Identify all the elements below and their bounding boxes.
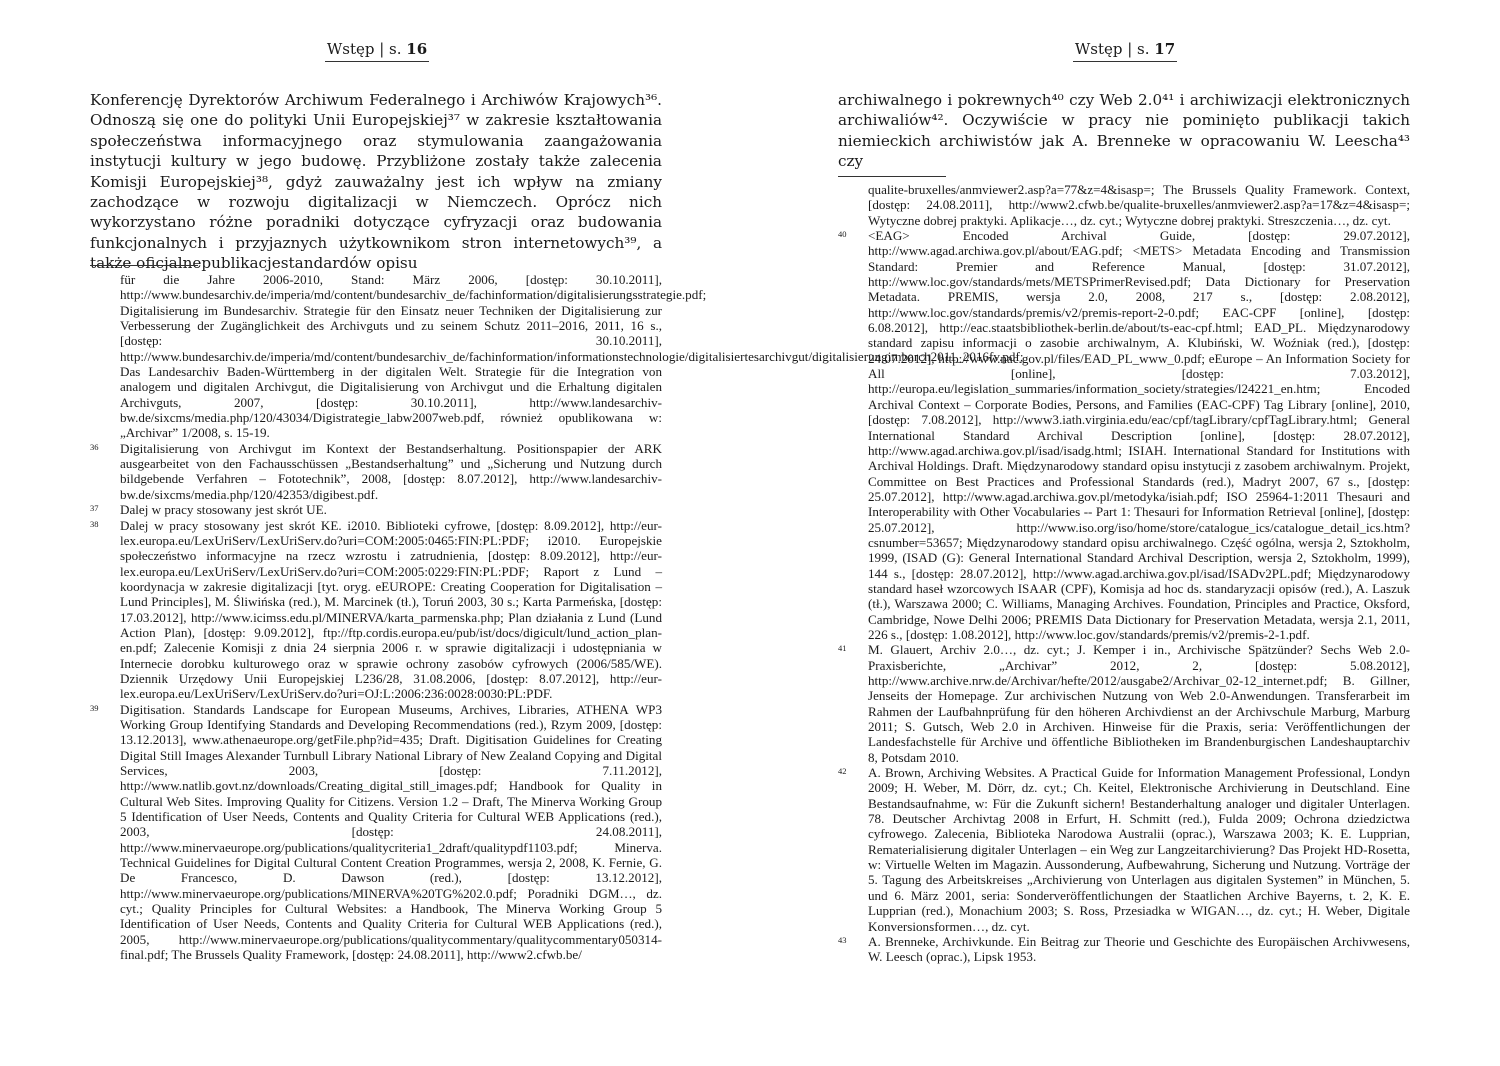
footnote-number: 42 — [838, 766, 847, 777]
page-header — [90, 40, 664, 62]
footnote-text: <EAG> Encoded Archival Guide, [dostęp: 29.07.2012], http://www.agad.archiwa.gov.pl/about/EAG.pdf; <METS> Metadata Encoding and Transmission Standard: Premier and Reference Manual, [dostęp: 31.07.2012], http://www.loc.gov/standards/mets/METSPrimerRevised.pdf; Data Dictionary for Preservation Metadata. PREMIS, wersja 2.0, 2008, 217 s., [dostęp: 2.08.2012], http://www.loc.gov/standards/premis/v2/premis-report-2-0.pdf; EAC-CPF [online], [dostęp: 6.08.2012], http://eac.staatsbibliothek-berlin.de/about/ts-eac-cpf.html; EAD_PL. Międzynarodowy standard zapisu informacji o zasobie archiwalnym, A. Klubiński, W. Woźniak (red.), [dostęp: 24.07.2012], http://www.nac.gov.pl/files/EAD_PL_www_0.pdf; eEurope – An Information Society for All [online], [dostęp: 7.03.2012], http://europa.eu/legislation_summaries/information_society/strategies/l24221_en.htm; Encoded Archival Context – Corporate Bodies, Persons, and Families (EAC-CPF) Tag Library [online], 2010, [dostęp: 7.08.2012], http://www3.iath.virginia.edu/eac/cpf/tagLibrary/cpfTagLibrary.html; General International Standard Archival Description [online], [dostęp: 28.07.2012], http://www.agad.archiwa.gov.pl/isad/isadg.html; ISIAH. International Standard for Institutions with Archival Holdings. Draft. Międzynarodowy standard opisu instytucji z zasobem archiwalnym. Projekt, Committee on Best Practices and Professional Standards (red.), Madryt 2007, 67 s., [dostęp: 25.07.2012], http://www.agad.archiwa.gov.pl/metodyka/isiah.pdf; ISO 25964-1:2011 Thesauri and Interoperability with Other Vocabularies -- Part 1: Thesauri for Information Retrieval [online], [dostęp: 25.07.2012], http://www.iso.org/iso/home/store/catalogue_ics/catalogue_detail_ics.htm?csnumber=53657; Międzynarodowy standard opisu archiwalnego. Część ogólna, wersja 2, Sztokholm, 1999, (ISAD (G): General International Standard Archival Description, wersja 2, Sztokholm, 1999), 144 s., [dostęp: 28.07.2012], http://www.agad.archiwa.gov.pl/isad/ISADv2PL.pdf; Międzynarodowy standard haseł wzorcowych ISAAR (CPF), Komisja ad hoc ds. standaryzacji opisów (red.), A. Laszuk (tł.), Warszawa 2000; C. Williams, Managing Archives. Foundation, Principles and Practice, Oksford, Cambridge, Nowe Delhi 2006; PREMIS Data Dictionary for Preservation Metadata, wersja 2.1, 2011, 226 s., [dostęp: 1.08.2012], http://www.loc.gov/standards/premis/v2/premis-2-1.pdf. — [868, 228, 1410, 642]
footnote-text: Digitalisierung von Archivgut im Kontext der Bestandserhaltung. Positionspapier der ARK ausgearbeitet von den Fachausschüssen „Bestandserhaltung” und „Sicherung und Nutzung durch bildgebende Verfahren – Fototechnik”, 2008, [dostęp: 8.07.2012], http://www.landesarchiv-bw.de/sixcms/media.php/120/42353/digibest.pdf. — [120, 440, 662, 502]
footnote-text: A. Brenneke, Archivkunde. Ein Beitrag zur Theorie und Geschichte des Europäischen Archivwesens, W. Leesch (oprac.), Lipsk 1953. — [868, 933, 1410, 965]
running-head — [325, 40, 429, 62]
footnote-continuation — [838, 182, 1410, 228]
footnote-41 — [838, 642, 1410, 765]
footnote-separator — [90, 265, 198, 266]
footnote-text: A. Brown, Archiving Websites. A Practical Guide for Information Management Professional, Londyn 2009; H. Weber, M. Dörr, dz. cyt.; Ch. Keitel, Elektronische Archivierung in Deutschland. Eine Bestandsaufnahme, w: Für die Zukunft sichern! Bestanderhaltung analoger und digitaler Unterlagen. 78. Deutscher Archivtag 2008 in Erfurt, H. Schmitt (red.), Fulda 2009; Ochrona dziedzictwa cyfrowego. Zalecenia, Biblioteka Narodowa Australii (oprac.), Warszawa 2003; K. E. Lupprian, Rematerialisierung digitaler Unterlagen – ein Weg zur Langzeitarchivierung? Das Projekt HD-Rosetta, w: Virtuelle Welten im Magazin. Aussonderung, Aufbewahrung, Sicherung und Nutzung. Vorträge der 5. Tagung des Arbeitskreises „Archivierung von Unterlagen aus digitalen Systemen” in München, 5. und 6. März 2001, seria: Sonderveröffentlichungen der Staatlichen Archive Bayerns, t. 2, K. E. Lupprian (red.), Monachium 2003; S. Ross, Przesiadka w WIGAN…, dz. cyt.; H. Weber, Digitale Konversionsformen…, dz. cyt. — [868, 765, 1410, 934]
footnotes — [838, 182, 1410, 965]
footnote-number: 41 — [838, 643, 847, 654]
header-label: Wstęp | s. — [326, 40, 407, 58]
footnote-number: 37 — [90, 503, 99, 514]
footnote-text: für die Jahre 2006-2010, Stand: März 2006, [dostęp: 30.10.2011], http://www.bundesarchiv.de/imperia/md/content/bundesarchiv_de/fachinformation/digitalisierungsstrategie.pdf; Digitalisierung im Bundesarchiv. Strategie für den Einsatz neuer Techniken der Digitalisierung zur Verbesserung der Zugänglichkeit des Archivguts und zu seinem Schutz 2011–2016, 2011, 16 s., [dostęp: 30.10.2011], http://www.bundesarchiv.de/imperia/md/content/bundesarchiv_de/fachinformation/informationstechnologie/digitalisiertesarchivgut/digitalisierungimbarch2011_2016fv.pdf; Das Landesarchiv Baden-Württemberg in der digitalen Welt. Strategie für die Integration von analogem und digitalen Archivgut, die Digitalisierung von Archivgut und die Erhaltung digitalen Archivguts, 2007, [dostęp: 30.10.2011], http://www.landesarchiv-bw.de/sixcms/media.php/120/43034/Digistrategie_labw2007web.pdf, również opublikowana w: „Archivar” 1/2008, s. 15-19. — [120, 272, 1024, 441]
page-number: 16 — [406, 40, 428, 58]
right-page — [838, 0, 1412, 1066]
footnote-40 — [838, 228, 1410, 642]
footnote-continuation — [90, 272, 1024, 441]
footnote-separator — [838, 176, 946, 177]
footnote-text: Digitisation. Standards Landscape for European Museums, Archives, Libraries, ATHENA WP3 Working Group Identifying Standards and Developing Recommendations (red.), Rzym 2009, [dostęp: 13.12.2013], www.athenaeurope.org/getFile.php?id=435; Draft. Digitisation Guidelines for Creating Digital Still Images Alexander Turnbull Library National Library of New Zealand Copying and Digital Services, 2003, [dostęp: 7.11.2012], http://www.natlib.govt.nz/downloads/Creating_digital_still_images.pdf; Handbook for Quality in Cultural Web Sites. Improving Quality for Citizens. Version 1.2 – Draft, The Minerva Working Group 5 Identification of User Needs, Contents and Quality Criteria for Cultural WEB Applications (red.), 2003, [dostęp: 24.08.2011], http://www.minervaeurope.org/publications/qualitycriteria1_2draft/qualitypdf1103.pdf; Minerva. Technical Guidelines for Digital Cultural Content Creation Programmes, wersja 2, 2008, K. Fernie, G. De Francesco, D. Dawson (red.), [dostęp: 13.12.2012], http://www.minervaeurope.org/publications/MINERVA%20TG%202.0.pdf; Poradniki DGM…, dz. cyt.; Quality Principles for Cultural Websites: a Handbook, The Minerva Working Group 5 Identification of User Needs, Contents and Quality Criteria for Cultural WEB Applications (red.), 2005, http://www.minervaeurope.org/publications/qualitycommentary/qualitycommentary050314-final.pdf; The Brussels Quality Framework, [dostęp: 24.08.2011], http://www2.cfwb.be/ — [120, 701, 662, 963]
body-text: Konferencję Dyrektorów Archiwum Federalnego i Archiwów Krajowych³⁶. Odnoszą się one do polityki Unii Europejskiej³⁷ w zakresie kształtowania społeczeństwa informacyjnego oraz stymulowania zaangażowania instytucji kultury w jego budowę. Przybliżone zostały także zalecenia Komisji Europejskiej³⁸, gdyż zauważalny jest ich wpływ na zmiany zachodzące w rozwoju digitalizacji w Niemczech. Oprócz nich wykorzystano różne poradniki dotyczące cyfryzacji oraz budowania funkcjonalnych i przyjaznych użytkownikom stron internetowych³⁹, a także oficjalnepublikacjestandardów opisu — [90, 91, 662, 273]
footnote-36 — [90, 441, 662, 502]
footnote-text: Dalej w pracy stosowany jest skrót KE. i2010. Biblioteki cyfrowe, [dostęp: 8.09.2012], http://eur-lex.europa.eu/LexUriServ/LexUriServ.do?uri=COM:2005:0465:FIN:PL:PDF; i2010. Europejskie społeczeństwo informacyjne na rzecz wzrostu i zatrudnienia, [dostęp: 8.09.2012], http://eur-lex.europa.eu/LexUriServ/LexUriServ.do?uri=COM:2005:0229:FIN:PL:PDF; Raport z Lund – koordynacja w zakresie digitalizacji [tyt. oryg. eEUROPE: Creating Cooperation for Digitalisation – Lund Principles], M. Śliwińska (red.), M. Marcinek (tł.), Toruń 2003, 30 s.; Karta Parmeńska, [dostęp: 17.03.2012], http://www.icimss.edu.pl/MINERVA/karta_parmenska.php; Plan działania z Lund (Lund Action Plan), [dostęp: 9.09.2012], ftp://ftp.cordis.europa.eu/pub/ist/docs/digicult/lund_action_plan-en.pdf; Zalecenie Komisji z dnia 24 sierpnia 2006 r. w sprawie digitalizacji i udostępniania w Internecie dorobku kulturowego oraz w sprawie ochrony zasobów cyfrowych (2006/585/WE). Dziennik Urzędowy Unii Europejskiej L236/28, 31.08.2006, [dostęp: 8.07.2012], http://eur-lex.europa.eu/LexUriServ/LexUriServ.do?uri=OJ:L:2006:236:0028:0030:PL:PDF. — [120, 517, 662, 702]
footnote-text: Dalej w pracy stosowany jest skrót UE. — [120, 502, 327, 518]
footnote-39 — [90, 702, 662, 963]
footnote-37 — [90, 502, 662, 517]
page-number: 17 — [1154, 40, 1176, 58]
header-label: Wstęp | s. — [1074, 40, 1155, 58]
footnote-43 — [838, 934, 1410, 965]
footnote-text: M. Glauert, Archiv 2.0…, dz. cyt.; J. Kemper i in., Archivische Spätzünder? Sechs Web 2.0-Praxisberichte, „Archivar” 2012, 2, [dostęp: 5.08.2012], http://www.archive.nrw.de/Archivar/hefte/2012/ausgabe2/Archivar_02-12_internet.pdf; B. Gillner, Jenseits der Homepage. Zur archivischen Nutzung von Web 2.0-Anwendungen. Transferarbeit im Rahmen der Laufbahnprüfung für den höheren Archivdienst an der Archivschule Marburg, Marburg 2011; S. Gutsch, Web 2.0 in Archiven. Hinweise für die Praxis, seria: Veröffentlichungen der Landesfachstelle für Archive und öffentliche Bibliotheken im Brandenburgischen Landeshauptarchiv 8, Potsdam 2010. — [868, 642, 1410, 765]
footnote-38 — [90, 518, 662, 702]
footnote-number: 40 — [838, 229, 847, 240]
footnote-number: 38 — [90, 518, 99, 529]
footnote-42 — [838, 765, 1410, 934]
running-head — [1073, 40, 1177, 62]
footnote-text: qualite-bruxelles/anmviewer2.asp?a=77&z=4&isasp=; The Brussels Quality Framework. Context, [dostęp: 24.08.2011], http://www2.cfwb.be/qualite-bruxelles/anmviewer2.asp?a=17&z=4&isasp=; Wytyczne dobrej praktyki. Aplikacje…, dz. cyt.; Wytyczne dobrej praktyki. Streszczenia…, dz. cyt. — [868, 182, 1410, 228]
body-text: archiwalnego i pokrewnych⁴⁰ czy Web 2.0⁴¹ i archiwizacji elektronicznych archiwaliów⁴². Oczywiście w pracy nie pominięto publikacji takich niemieckich archiwistów jak A. Brenneke w opracowaniu W. Leescha⁴³ czy — [838, 91, 1410, 171]
footnote-number: 39 — [90, 702, 99, 713]
footnote-number: 36 — [90, 441, 99, 452]
footnote-number: 43 — [838, 934, 847, 945]
page-header — [838, 40, 1412, 62]
